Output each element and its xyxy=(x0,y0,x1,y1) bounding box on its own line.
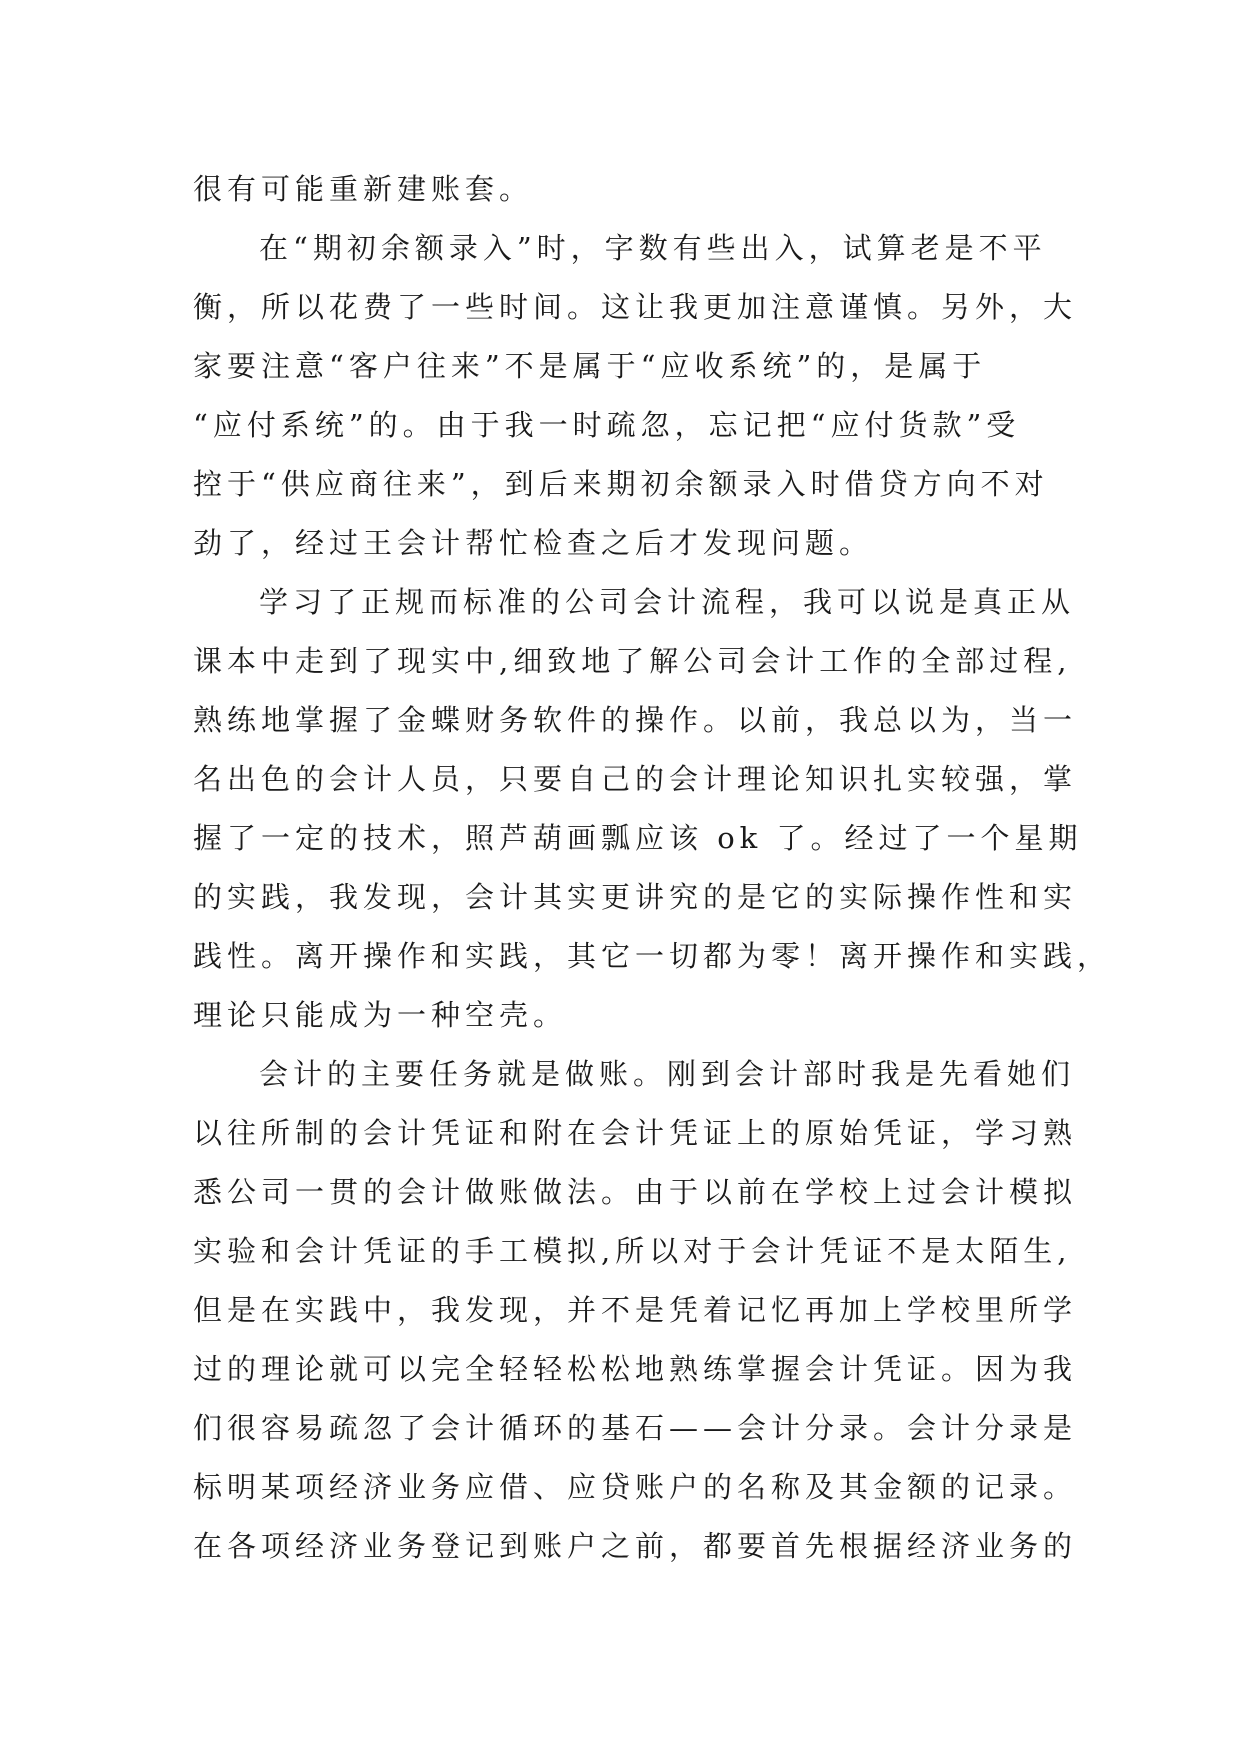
text-line: 悉公司一贯的会计做账做法。由于以前在学校上过会计模拟 xyxy=(193,1175,1078,1209)
text-line: 家要注意“客户往来”不是属于“应收系统”的，是属于 xyxy=(193,349,987,383)
text-line: 们很容易疏忽了会计循环的基石——会计分录。会计分录是 xyxy=(193,1411,1078,1445)
text-line: 很有可能重新建账套。 xyxy=(193,172,534,206)
text-line: 理论只能成为一种空壳。 xyxy=(193,998,568,1032)
text-line: 在“期初余额录入”时，字数有些出入，试算老是不平 xyxy=(259,231,1047,265)
text-line: 学习了正规而标准的公司会计流程，我可以说是真正从 xyxy=(259,585,1076,619)
text-line: 但是在实践中，我发现，并不是凭着记忆再加上学校里所学 xyxy=(193,1293,1078,1327)
text-line: 熟练地掌握了金蝶财务软件的操作。以前，我总以为，当一 xyxy=(193,703,1078,737)
body-text xyxy=(193,160,1112,1576)
paragraph xyxy=(193,219,1078,573)
text-line: 握了一定的技术，照芦葫画瓢应该 ok 了。经过了一个星期 xyxy=(193,821,1083,855)
text-line: 的实践，我发现，会计其实更讲究的是它的实际操作性和实 xyxy=(193,880,1078,914)
text-line: “应付系统”的。由于我一时疏忽，忘记把“应付货款”受 xyxy=(193,408,1021,442)
text-line: 名出色的会计人员，只要自己的会计理论知识扎实较强，掌 xyxy=(193,762,1078,796)
text-line: 会计的主要任务就是做账。刚到会计部时我是先看她们 xyxy=(259,1057,1076,1091)
paragraph xyxy=(193,573,1112,1045)
text-line: 控于“供应商往来”，到后来期初余额录入时借贷方向不对 xyxy=(193,467,1049,501)
text-line: 劲了，经过王会计帮忙检查之后才发现问题。 xyxy=(193,526,874,560)
text-line: 以往所制的会计凭证和附在会计凭证上的原始凭证，学习熟 xyxy=(193,1116,1078,1150)
paragraph xyxy=(193,1045,1078,1576)
text-line: 过的理论就可以完全轻轻松松地熟练掌握会计凭证。因为我 xyxy=(193,1352,1078,1386)
text-line: 践性。离开操作和实践，其它一切都为零！离开操作和实践， xyxy=(193,939,1112,973)
text-line: 课本中走到了现实中,细致地了解公司会计工作的全部过程, xyxy=(193,644,1072,678)
paragraph xyxy=(193,160,1073,219)
text-line: 衡，所以花费了一些时间。这让我更加注意谨慎。另外，大 xyxy=(193,290,1078,324)
text-line: 实验和会计凭证的手工模拟,所以对于会计凭证不是太陌生, xyxy=(193,1234,1072,1268)
text-line: 标明某项经济业务应借、应贷账户的名称及其金额的记录。 xyxy=(193,1470,1078,1504)
text-line: 在各项经济业务登记到账户之前，都要首先根据经济业务的 xyxy=(193,1529,1078,1563)
